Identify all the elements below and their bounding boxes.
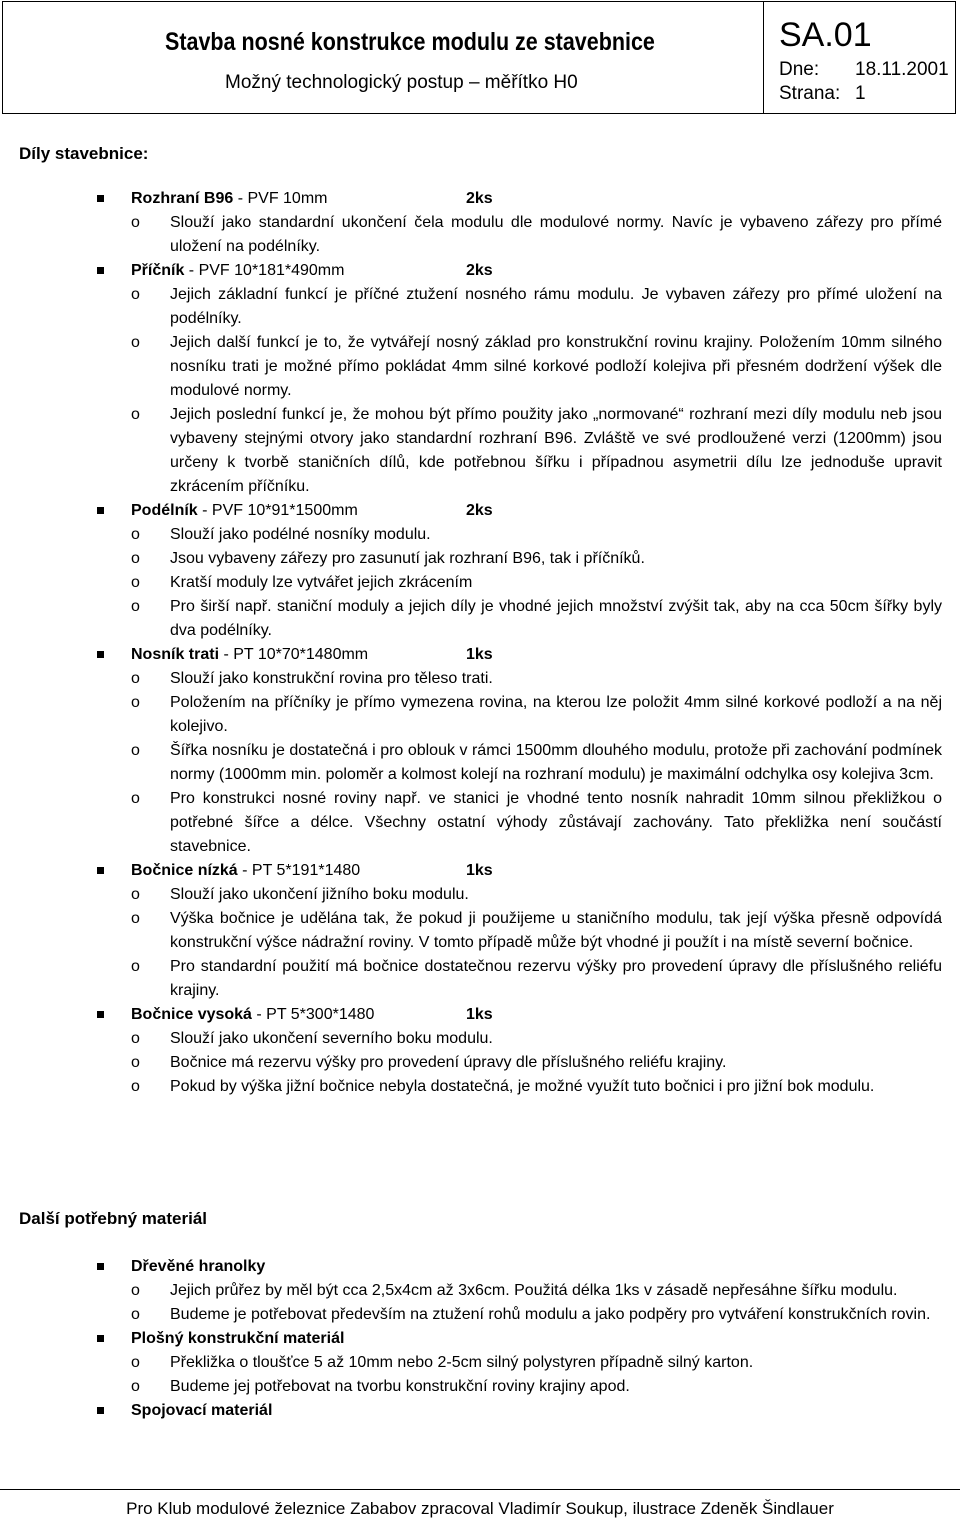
item-heading <box>0 1399 960 1423</box>
document-subtitle: Možný technologický postup – měřítko H0 <box>225 72 578 93</box>
item-spec: - PT 5*300*1480 <box>251 1006 375 1023</box>
section-heading-materials: Další potřebný materiál <box>19 1209 208 1228</box>
date-value: 18.11.2001 <box>855 59 949 80</box>
item-name: Podélník <box>131 502 198 519</box>
item-point: o Slouží jako ukončení severního boku modulu. <box>0 1027 960 1051</box>
item-point: o Bočnice má rezervu výšky pro provedení úpravy dle příslušného reliéfu krajiny. <box>0 1051 960 1075</box>
item-heading <box>0 259 960 283</box>
item-point: o Výška bočnice je udělána tak, že pokud ji použijeme u staničního modulu, tak její výška přesně odpovídá konstrukční výšce nádražní roviny. V tomto případě může být vhodné ji použít i na místě severní bočnice. <box>0 907 960 955</box>
item-heading <box>0 643 960 667</box>
item-point: o Pokud by výška jižní bočnice nebyla dostatečná, je možné využít tuto bočnici i pro jižní bok modulu. <box>0 1075 960 1099</box>
item-quantity: 1ks <box>466 1006 493 1023</box>
item-spec: - PVF 10mm <box>233 190 328 207</box>
item-quantity: 2ks <box>466 190 493 207</box>
item-name: Bočnice nízká <box>131 862 238 879</box>
item-point: o Slouží jako konstrukční rovina pro těleso trati. <box>0 667 960 691</box>
item-heading <box>0 859 960 883</box>
item-point: o Jejich další funkcí je to, že vytvářejí nosný základ pro konstrukční rovinu krajiny. Položením 10mm silného nosníku trati je možné přímo pokládat 4mm silné korkové podloží kolejiva při přesném dodržení výšek dle modulové normy. <box>0 331 960 403</box>
item-heading <box>0 499 960 523</box>
item-point: o Pro konstrukci nosné roviny např. ve stanici je vhodné tento nosník nahradit 10mm silnou překližkou o potřebné šířce a délce. Všechny ostatní výhody zůstávají zachovány. Tato překližka není součástí stavebnice. <box>0 787 960 859</box>
item-point: o Položením na příčníky je přímo vymezena rovina, na kterou lze položit 4mm silné korkové podloží a na něj kolejivo. <box>0 691 960 739</box>
item-name: Plošný konstrukční materiál <box>131 1330 345 1347</box>
footer-rule <box>0 1489 960 1490</box>
item-spec: - PVF 10*181*490mm <box>184 262 345 279</box>
footer-credit: Pro Klub modulové železnice Zababov zpracoval Vladimír Soukup, ilustrace Zdeněk Šindlauer <box>126 1499 834 1518</box>
item-spec: - PT 5*191*1480 <box>237 862 361 879</box>
item-name: Rozhraní B96 <box>131 190 234 207</box>
header-divider <box>763 2 764 114</box>
page-number: 1 <box>855 83 866 104</box>
item-point: o Jejich základní funkcí je příčné ztužení nosného rámu modulu. Je vybaven zářezy pro přímé uložení na podélníky. <box>0 283 960 331</box>
item-point: o Slouží jako ukončení jižního boku modulu. <box>0 883 960 907</box>
item-point: o Budeme je potřebovat především na ztužení rohů modulu a jako podpěry pro vytváření konstrukčních rovin. <box>0 1303 960 1327</box>
item-heading <box>0 1255 960 1279</box>
item-quantity: 1ks <box>466 862 493 879</box>
item-point: o Pro standardní použití má bočnice dostatečnou rezervu výšky pro provedení úpravy dle příslušného reliéfu krajiny. <box>0 955 960 1003</box>
item-point: o Překližka o tloušťce 5 až 10mm nebo 2-5cm silný polystyren případně silný karton. <box>0 1351 960 1375</box>
item-heading <box>0 1003 960 1027</box>
item-point: o Slouží jako podélné nosníky modulu. <box>0 523 960 547</box>
item-point: o Pro širší např. staniční moduly a jejich díly je vhodné jejich množství zvýšit tak, aby na cca 50cm šířky byly dva podélníky. <box>0 595 960 643</box>
parts-list <box>0 187 960 1099</box>
item-name: Bočnice vysoká <box>131 1006 252 1023</box>
item-spec: - PT 10*70*1480mm <box>219 646 369 663</box>
document-header <box>2 1 956 114</box>
item-point: o Kratší moduly lze vytvářet jejich zkrácením <box>0 571 960 595</box>
item-quantity: 2ks <box>466 502 493 519</box>
item-point: o Šířka nosníku je dostatečná i pro oblouk v rámci 1500mm dlouhého modulu, protože při zachování podmínek normy (1000mm min. poloměr a kolmost kolejí na rozhraní modulu) je maximální odchylka osy kolejiva 3cm. <box>0 739 960 787</box>
item-quantity: 2ks <box>466 262 493 279</box>
document-title: Stavba nosné konstrukce modulu ze stavebnice <box>165 28 655 56</box>
item-quantity: 1ks <box>466 646 493 663</box>
section-heading-parts: Díly stavebnice: <box>19 144 149 163</box>
materials-list <box>0 1255 960 1423</box>
document-code: SA.01 <box>779 16 872 54</box>
item-point: o Slouží jako standardní ukončení čela modulu dle modulové normy. Navíc je vybaveno zářezy pro přímé uložení na podélníky. <box>0 211 960 259</box>
page-label: Strana: <box>779 83 841 104</box>
item-heading <box>0 187 960 211</box>
item-name: Příčník <box>131 262 185 279</box>
item-name: Spojovací materiál <box>131 1402 273 1419</box>
item-name: Dřevěné hranolky <box>131 1258 266 1275</box>
date-label: Dne: <box>779 59 820 80</box>
item-point: o Jejich průřez by měl být cca 2,5x4cm až 3x6cm. Použitá délka 1ks v zásadě nepřesáhne šířku modulu. <box>0 1279 960 1303</box>
item-spec: - PVF 10*91*1500mm <box>197 502 358 519</box>
item-heading <box>0 1327 960 1351</box>
item-point: o Budeme jej potřebovat na tvorbu konstrukční roviny krajiny apod. <box>0 1375 960 1399</box>
item-name: Nosník trati <box>131 646 220 663</box>
item-point: o Jsou vybaveny zářezy pro zasunutí jak rozhraní B96, tak i příčníků. <box>0 547 960 571</box>
item-point: o Jejich poslední funkcí je, že mohou být přímo použity jako „normované“ rozhraní mezi díly modulu neb jsou vybaveny stejnými otvory jako standardní rozhraní B96. Zvláště ve své prodloužené verzi (1200mm) jsou určeny k tvorbě staničních dílů, kde potřebnou šířku i případnou asymetrii dílu lze jednoduše upravit zkrácením příčníku. <box>0 403 960 499</box>
